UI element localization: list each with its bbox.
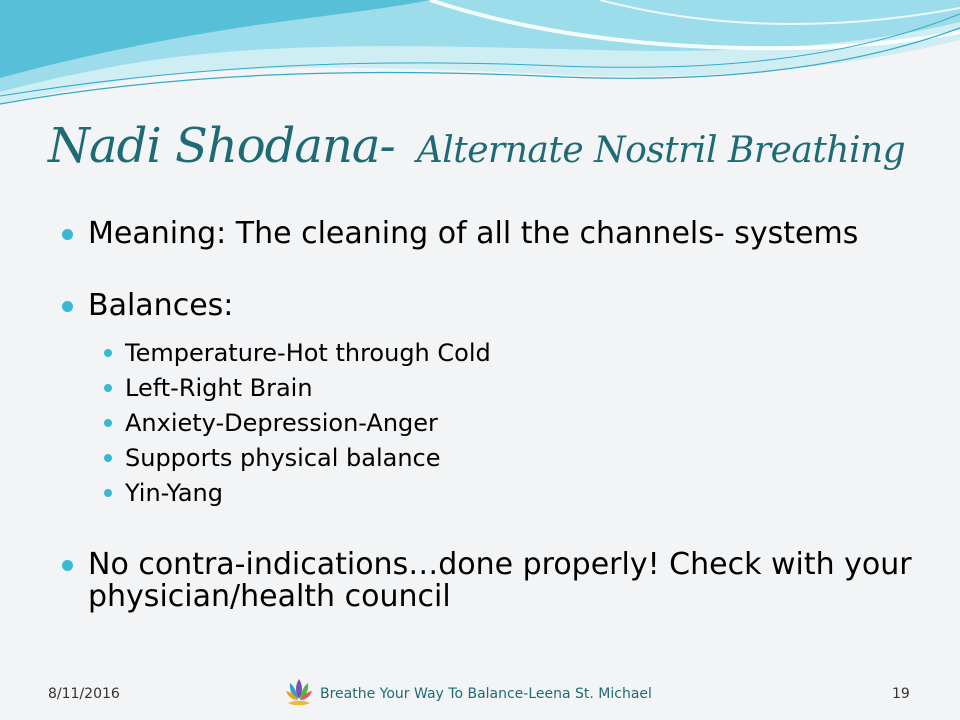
bullet-dot-icon [62,560,73,571]
sub-bullet-dot-icon [104,454,112,462]
header-wave-decoration [0,0,960,120]
sub-bullet [100,406,920,441]
bullet-contra [60,549,920,613]
sub-bullet-text: Temperature-Hot through Cold [125,339,491,367]
lotus-icon [284,675,314,709]
sub-bullet-dot-icon [104,349,112,357]
slide-number: 19 [892,686,910,702]
bullet-balances-text: Balances: [88,288,234,323]
sub-bullet-dot-icon [104,384,112,392]
sub-bullet [100,441,920,476]
bullet-balances [60,290,920,322]
title-main: Nadi Shodana- [48,118,395,174]
bullet-list [60,218,920,613]
bullet-contra-text: No contra-indications…done properly! Check with your physician/health council [88,547,912,614]
sub-bullet-text: Left-Right Brain [125,374,313,402]
balances-sublist [60,336,920,511]
sub-bullet-text: Anxiety-Depression-Anger [125,409,438,437]
sub-bullet [100,336,920,371]
bullet-dot-icon [62,229,73,240]
sub-bullet-text: Supports physical balance [125,444,441,472]
bullet-dot-icon [62,301,73,312]
sub-bullet-dot-icon [104,489,112,497]
slide-title [48,118,928,174]
sub-bullet [100,371,920,406]
sub-bullet-dot-icon [104,419,112,427]
sub-bullet-text: Yin-Yang [125,479,224,507]
footer-presentation-title: Breathe Your Way To Balance-Leena St. Michael [320,686,652,702]
bullet-meaning [60,218,920,250]
bullet-meaning-text: Meaning: The cleaning of all the channels- systems [88,216,859,251]
footer-date: 8/11/2016 [48,686,120,702]
title-subtitle: Alternate Nostril Breathing [416,130,906,171]
sub-bullet [100,476,920,511]
